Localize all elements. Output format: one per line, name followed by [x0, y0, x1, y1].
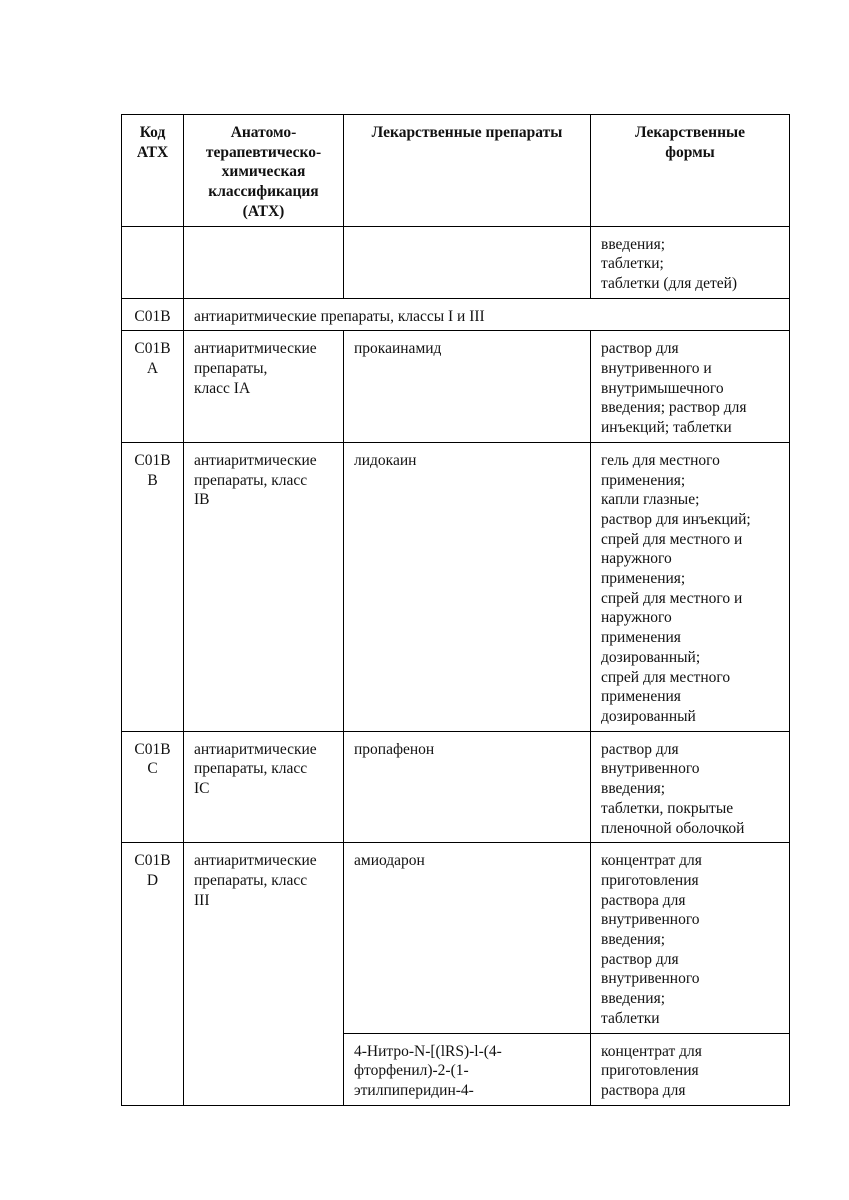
- cell-drug: [344, 226, 591, 298]
- table-row: [122, 442, 790, 731]
- cell-forms: раствор для внутривенного введения; таблетки, покрытые пленочной оболочкой: [591, 731, 790, 843]
- cell-forms: концентрат для приготовления раствора для внутривенного введения; раствор для внутривенного введения; таблетки: [591, 843, 790, 1033]
- cell-drug: амиодарон: [344, 843, 591, 1033]
- cell-drug: прокаинамид: [344, 331, 591, 443]
- cell-atc: [184, 226, 344, 298]
- header-dosage-forms: Лекарственные формы: [591, 115, 790, 227]
- cell-code: C01B A: [122, 331, 184, 443]
- table-row: [122, 226, 790, 298]
- cell-atc: антиаритмические препараты, класс IC: [184, 731, 344, 843]
- cell-forms: введения; таблетки; таблетки (для детей): [591, 226, 790, 298]
- cell-code: C01B C: [122, 731, 184, 843]
- cell-code: C01B: [122, 298, 184, 331]
- cell-forms: раствор для внутривенного и внутримышечного введения; раствор для инъекций; таблетки: [591, 331, 790, 443]
- header-atc-classification: Анатомо- терапевтическо- химическая классификация (АТХ): [184, 115, 344, 227]
- table-header-row: [122, 115, 790, 227]
- table-row: [122, 843, 790, 1033]
- header-drugs: Лекарственные препараты: [344, 115, 591, 227]
- cell-drug: пропафенон: [344, 731, 591, 843]
- atx-table: [121, 114, 790, 1106]
- cell-atc: антиаритмические препараты, класс IA: [184, 331, 344, 443]
- cell-atc: антиаритмические препараты, класс IB: [184, 442, 344, 731]
- table-row-group: [122, 298, 790, 331]
- cell-atc: антиаритмические препараты, класс III: [184, 843, 344, 1105]
- cell-forms: гель для местного применения; капли глазные; раствор для инъекций; спрей для местного и наружного применения; спрей для местного и наружного применения дозированный; спрей для местного применения дозированный: [591, 442, 790, 731]
- cell-code: C01B D: [122, 843, 184, 1105]
- cell-drug: 4-Нитро-N-[(lRS)-l-(4- фторфенил)-2-(1- этилпиперидин-4-: [344, 1033, 591, 1105]
- cell-code: C01B B: [122, 442, 184, 731]
- header-code: Код АТХ: [122, 115, 184, 227]
- cell-drug: лидокаин: [344, 442, 591, 731]
- table-row: [122, 731, 790, 843]
- cell-forms: концентрат для приготовления раствора для: [591, 1033, 790, 1105]
- table-row: [122, 331, 790, 443]
- cell-code: [122, 226, 184, 298]
- cell-group-description: антиаритмические препараты, классы I и III: [184, 298, 790, 331]
